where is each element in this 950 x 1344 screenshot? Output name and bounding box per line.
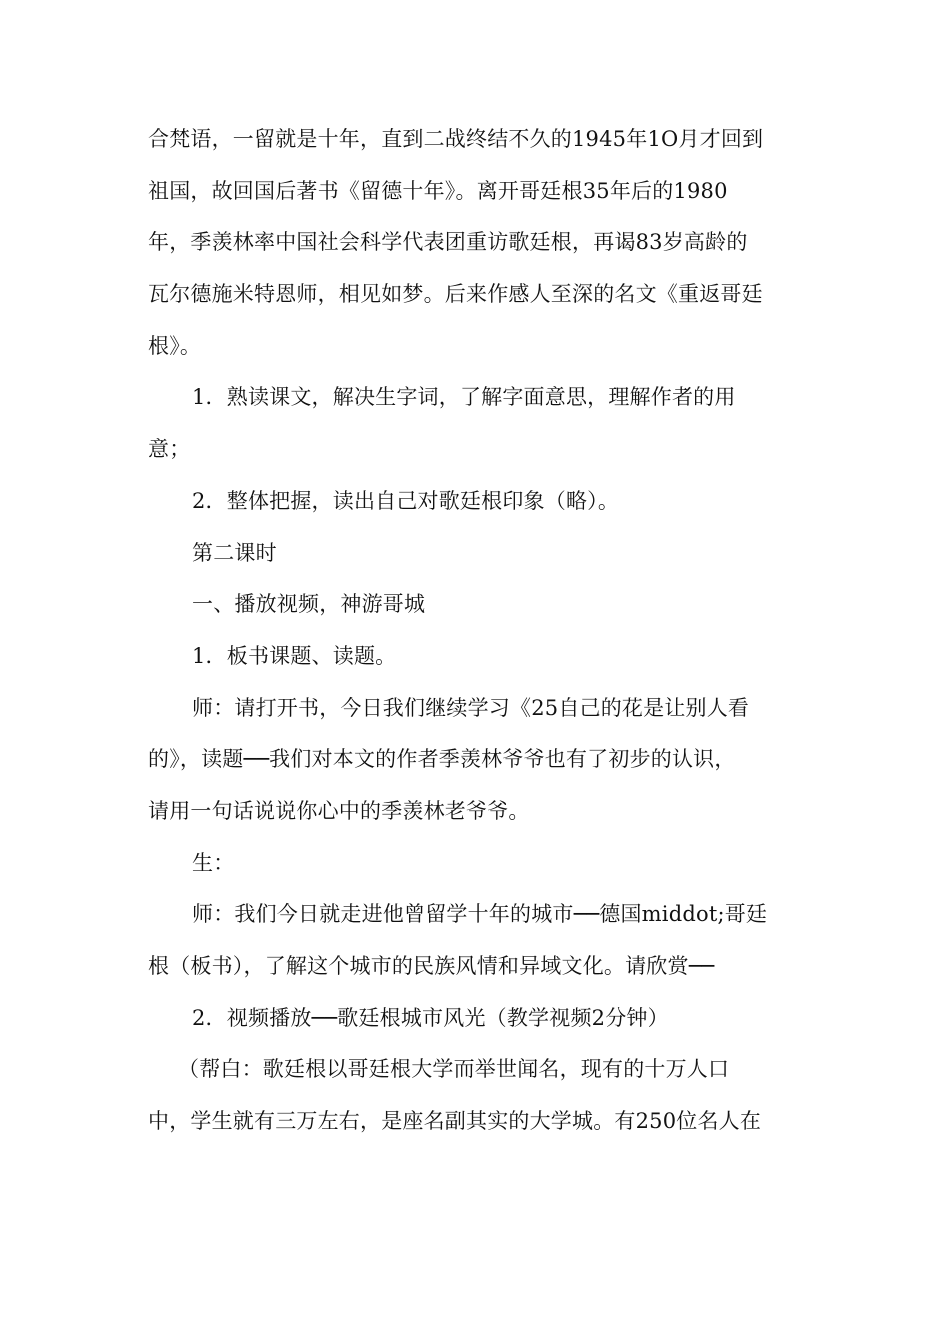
section-heading: 第二课时 xyxy=(192,540,277,565)
text-line: 1．熟读课文，解决生字词，了解字面意思，理解作者的用 xyxy=(192,385,736,410)
text-line: 师：我们今日就走进他曾留学十年的城市──德国middot;哥廷 xyxy=(192,902,768,927)
text-line: 根》。 xyxy=(148,333,202,358)
text-line: 合梵语，一留就是十年，直到二战终结不久的1945年1O月才回到 xyxy=(148,127,764,151)
section-heading: 一、播放视频，神游哥城 xyxy=(192,592,426,617)
text-line: 2．整体把握，读出自己对歌廷根印象（略）。 xyxy=(192,488,620,513)
text-line: 祖国，故回国后著书《留德十年》。离开哥廷根35年后的1980 xyxy=(148,178,728,203)
text-line: 年，季羡林率中国社会科学代表团重访歌廷根，再谒83岁高龄的 xyxy=(148,230,748,255)
document-body xyxy=(148,114,808,1148)
text-line: 生： xyxy=(192,850,235,875)
text-line: 意； xyxy=(148,437,191,462)
text-line: 瓦尔德施米特恩师，相见如梦。后来作感人至深的名文《重返哥廷 xyxy=(148,282,763,307)
text-line: 2．视频播放──歌廷根城市风光（教学视频2分钟） xyxy=(192,1005,669,1030)
text-line: （帮白：歌廷根以哥廷根大学而举世闻名，现有的十万人口 xyxy=(178,1057,730,1082)
text-line: 中，学生就有三万左右，是座名副其实的大学城。有250位名人在 xyxy=(148,1109,762,1134)
text-line: 1．板书课题、读题。 xyxy=(192,643,397,668)
text-line: 根（板书），了解这个城市的民族风情和异域文化。请欣赏── xyxy=(148,954,715,978)
text-line: 请用一句话说说你心中的季羡林老爷爷。 xyxy=(148,798,530,823)
text-line: 的》，读题──我们对本文的作者季羡林爷爷也有了初步的认识， xyxy=(148,747,736,772)
text-line: 师：请打开书，今日我们继续学习《25自己的花是让别人看 xyxy=(192,695,750,720)
